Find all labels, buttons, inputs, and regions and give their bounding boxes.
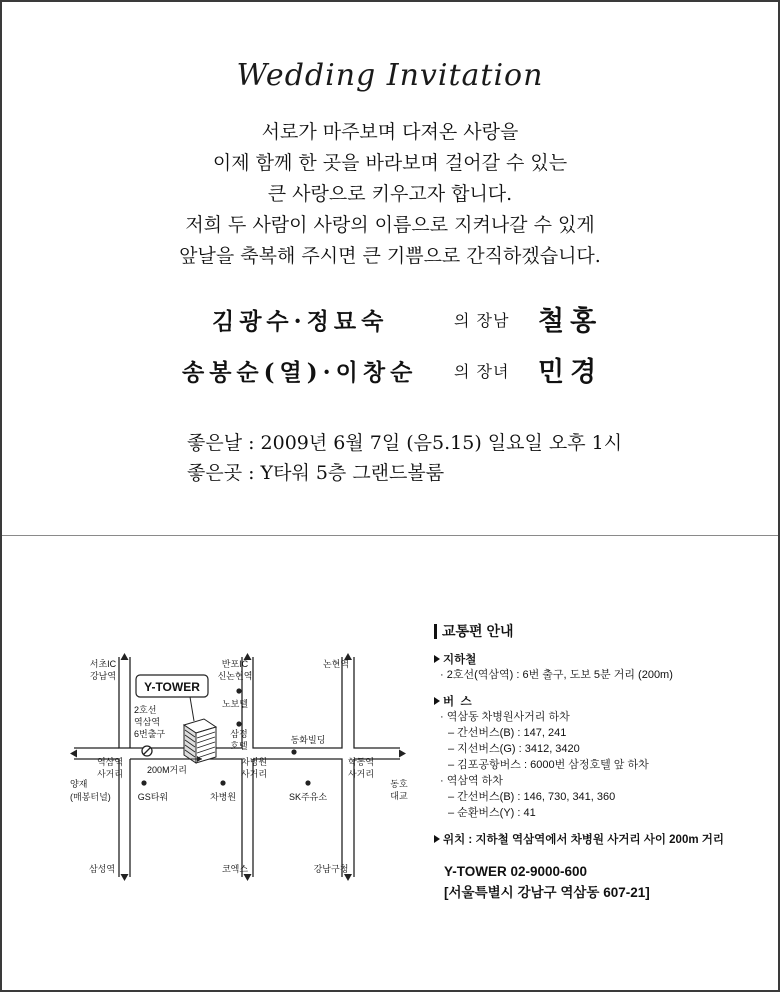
arrow-up-icon [121, 653, 129, 660]
triangle-bullet-icon [434, 697, 440, 705]
bus-line: – 간선버스(B) : 146, 730, 341, 360 [448, 791, 616, 803]
transit-guide [434, 624, 764, 903]
map-label: 차병원 [240, 757, 268, 767]
subway-section [434, 651, 764, 667]
map-label: 서초IC [89, 659, 117, 669]
bus-title: 버 스 [443, 696, 472, 708]
map-label: 논현역 [322, 659, 350, 669]
map-label: 삼성역 [88, 864, 116, 874]
map-label: (매봉터널) [70, 792, 111, 802]
bus-section [434, 693, 764, 709]
map-label: 노보텔 [221, 699, 249, 709]
map-label: 2호선 [134, 705, 157, 715]
map-label-tower: Y-TOWER [144, 680, 200, 694]
location-map [64, 647, 414, 887]
bride-family [182, 354, 417, 387]
map-label: SK주유소 [288, 792, 328, 802]
map-arrows [70, 653, 406, 881]
map-label: 양재 [70, 779, 88, 789]
venue-address: [서울특별시 강남구 역삼동 607-21] [444, 885, 650, 900]
y-tower-building [184, 719, 216, 763]
map-label: 동호 [390, 779, 408, 789]
transit-header: 교통편 안내 [434, 624, 764, 639]
groom-name-row [538, 299, 602, 338]
map-label: 삼정 [230, 729, 248, 739]
map-label: 역삼역 [134, 717, 161, 727]
map-label: 200M거리 [147, 765, 187, 775]
venue-phone: Y-TOWER 02-9000-600 [444, 864, 588, 879]
event-date: 좋은날 : 2009년 6월 7일 (음5.15) 일요일 오후 1시 [187, 432, 623, 454]
map-label: 호텔 [230, 741, 248, 751]
map-label: 차병원 [209, 792, 237, 802]
triangle-bullet-icon [434, 655, 440, 663]
map-label: 대교 [390, 791, 408, 801]
bus-line: – 간선버스(B) : 147, 241 [448, 727, 567, 739]
bus-line: – 지선버스(G) : 3412, 3420 [448, 743, 580, 755]
invitation-verse [2, 117, 778, 272]
bus-stop: · 역삼동 차병원사거리 하차 [440, 711, 570, 723]
arrow-right-icon [399, 750, 406, 758]
map-label: 역삼역 [96, 757, 124, 767]
groom-parents: 김광수·정묘숙 [212, 308, 389, 335]
bus-stop: · 역삼역 하차 [440, 775, 503, 787]
bride-relation: 의 장녀 [454, 362, 510, 381]
bride-parents: 송봉순(열)·이창순 [182, 359, 418, 386]
map-label: 6번출구 [134, 729, 166, 739]
verse-line: 앞날을 축복해 주시면 큰 기쁨으로 간직하겠습니다. [179, 245, 601, 267]
no-entry-icon [142, 746, 152, 756]
bride-name: 민경 [538, 357, 603, 388]
verse-line: 서로가 마주보며 다져온 사랑을 [261, 121, 519, 143]
bus-line: – 김포공항버스 : 6000번 삼정호텔 앞 하차 [448, 759, 649, 771]
verse-line: 큰 사랑으로 키우고자 합니다. [267, 183, 513, 205]
location-text: 위치 : 지하철 역삼역에서 차병원 사거리 사이 200m 거리 [443, 834, 724, 846]
map-label: GS타워 [137, 792, 169, 802]
verse-line: 저희 두 사람이 사랑의 이름으로 지켜나갈 수 있게 [185, 214, 595, 236]
map-label: 학동역 [347, 757, 375, 767]
triangle-bullet-icon [434, 835, 440, 843]
map-label: 동화빌딩 [290, 735, 326, 745]
groom-family [212, 303, 388, 336]
bride-relation-row [454, 359, 509, 382]
map-label: 사거리 [240, 769, 268, 779]
arrow-down-icon [344, 874, 352, 881]
map-label: 강남역 [89, 671, 117, 681]
map-label: 강남구청 [313, 864, 349, 874]
map-label: 사거리 [96, 769, 124, 779]
fold-line [2, 535, 778, 536]
groom-relation-row [454, 308, 509, 331]
bride-name-row [538, 350, 602, 389]
groom-name: 철홍 [538, 306, 603, 337]
map-label: 반포IC [221, 659, 249, 669]
map-label: 신논현역 [217, 671, 253, 681]
arrow-down-icon [244, 874, 252, 881]
contact-block [434, 861, 764, 903]
invitation-title: Wedding Invitation [236, 58, 544, 93]
arrow-down-icon [121, 874, 129, 881]
subway-line: · 2호선(역삼역) : 6번 출구, 도보 5분 거리 (200m) [440, 669, 673, 681]
verse-line: 이제 함께 한 곳을 바라보며 걸어갈 수 있는 [212, 152, 568, 174]
location-note [434, 831, 764, 847]
bus-line: – 순환버스(Y) : 41 [448, 807, 536, 819]
map-label: 코엑스 [221, 864, 249, 874]
map-label: 사거리 [347, 769, 375, 779]
arrow-left-icon [70, 750, 77, 758]
groom-relation: 의 장남 [454, 311, 510, 330]
subway-title: 지하철 [443, 654, 477, 666]
event-place: 좋은곳 : Y타워 5층 그랜드볼룸 [187, 462, 445, 484]
